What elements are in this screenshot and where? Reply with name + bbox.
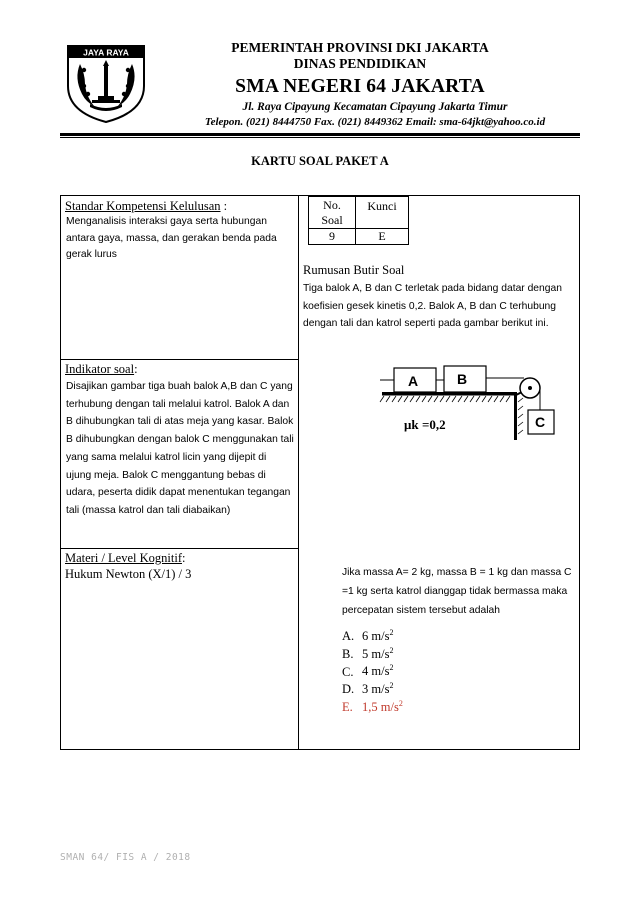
school-name: SMA NEGERI 64 JAKARTA [235,76,485,97]
option-c-exponent: 2 [389,663,394,673]
block-c-label: C [535,414,546,430]
indikator-text: Disajikan gambar tiga buah balok A,B dan C yang terhubung dengan tali melalui katrol. Balok A dan B dihubungkan tali di atas meja yang kasar. Balok B dihubungkan dengan balok C menggunakan tali yang sama melalui katrol licin yang dijepit di ujung meja. Balok C menggantung bebas di udara, peserta didik dapat menentukan tegangan tali (massa katrol dan tali diabaikan) [66,381,294,516]
school-crest-logo [60,40,152,124]
school-address: Jl. Raya Cipayung Kecamatan Cipayung Jakarta Timur [242,101,508,113]
card-title: KARTU SOAL PAKET A [251,154,389,168]
no-soal-value: 9 [309,229,356,245]
header-rule-thick [60,133,580,136]
option-e-exponent: 2 [398,698,403,708]
indikator-heading [65,362,138,377]
block-b-label: B [457,371,468,387]
page-footer: SMAN 64/ FIS A / 2018 [60,852,191,863]
materi-heading [65,551,185,566]
crest-banner-text: JAYA RAYA [83,47,129,58]
no-soal-label-line2: Soal [321,213,343,227]
option-a-exponent: 2 [389,628,394,637]
materi-value: Hukum Newton (X/1) / 3 [65,567,192,581]
standar-kompetensi-colon: : [220,199,228,213]
standar-kompetensi-heading [65,199,227,214]
friction-coefficient-symbol: μk [404,417,419,432]
section-divider-2 [60,548,298,549]
indikator-label: Indikator soal [65,362,135,376]
option-d-exponent: 2 [389,681,394,691]
standar-kompetensi-text: Menganalisis interaksi gaya serta hubungan antara gaya, massa, dan gerakan benda pada gerak lurus [66,216,277,260]
option-e-correct [342,695,403,713]
question-text: Jika massa A= 2 kg, massa B = 1 kg dan massa C =1 kg serta katrol dianggap tidak bermassa maka percepatan sistem tersebut adalah [342,567,572,616]
kunci-value: E [356,229,409,245]
block-a-label: A [408,373,419,389]
option-c-value: 4 m/s [362,664,390,679]
standar-kompetensi-label: Standar Kompetensi Kelulusan [65,199,221,213]
government-name: PEMERINTAH PROVINSI DKI JAKARTA [231,40,489,55]
option-d-value: 3 m/s [362,682,390,697]
column-divider [298,195,299,750]
option-b [342,642,403,660]
agency-name: DINAS PENDIDIKAN [293,56,427,71]
option-b-letter: B. [342,646,354,661]
option-b-exponent: 2 [389,645,394,655]
no-soal-label-line1: No. [323,198,341,212]
rumusan-butir-soal-heading: Rumusan Butir Soal [303,263,405,277]
leg-hatching [518,398,523,434]
pulley-blocks-diagram [350,362,560,442]
school-contact: Telepon. (021) 8444750 Fax. (021) 8449362 Email: sma-64jkt@yahoo.co.id [204,116,546,128]
no-soal-kunci-table [308,196,409,245]
rumusan-butir-soal-text: Tiga balok A, B dan C terletak pada bidang datar dengan koefisien gesek kinetis 0,2. Balok A, B dan C terhubung dengan tali dan katrol seperti pada gambar berikut ini. [303,283,562,330]
option-c-letter: C. [342,664,354,679]
table-hatching [380,396,510,402]
option-a-value: 6 m/s [362,629,390,644]
materi-label: Materi / Level Kognitif [65,551,182,565]
kunci-header: Kunci [356,197,409,229]
friction-coefficient-value: =0,2 [422,417,446,432]
section-divider-1 [60,359,298,360]
option-e-letter: E. [342,699,353,714]
option-d [342,677,403,695]
table-leg [514,392,517,440]
option-a-letter: A. [342,629,355,644]
option-b-value: 5 m/s [362,646,390,661]
option-a [342,624,403,642]
header-rule-thin [60,137,580,138]
option-e-value: 1,5 m/s [362,699,399,714]
option-d-letter: D. [342,682,355,697]
materi-colon: : [181,551,186,565]
pulley-axle [528,386,532,390]
no-soal-header [309,197,356,229]
indikator-colon: : [134,362,138,376]
option-c [342,659,403,677]
answer-options [342,624,403,712]
